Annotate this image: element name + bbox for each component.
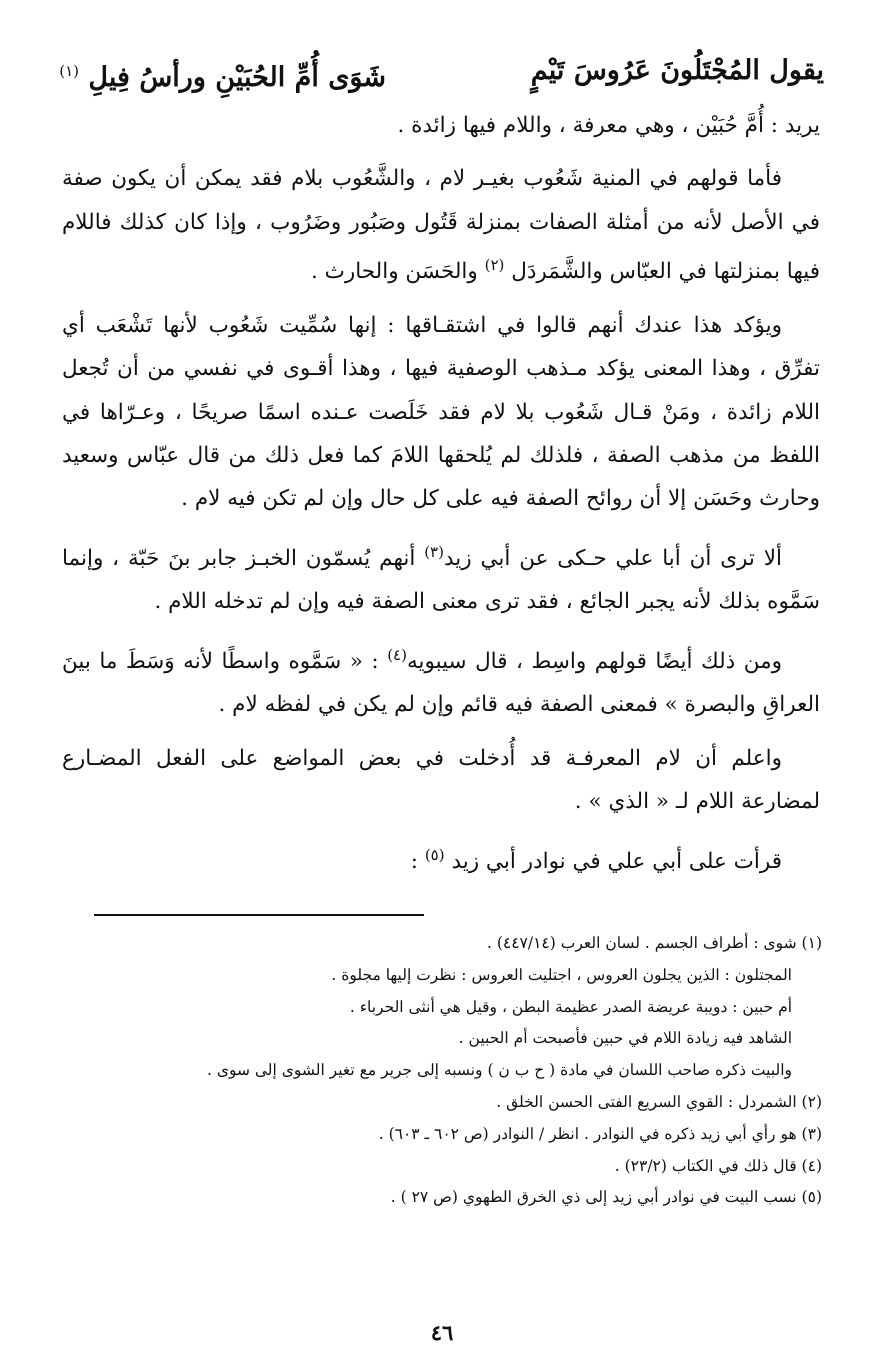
paragraph-4: ألا ترى أن أبا علي حـكى عن أبي زيد$^{(٣)}$ أنهم يُسمّون الخبـز جابر بنَ حَبّة ، وإنما سَمَّوه بذلك لأنه يجبر الجائع ، فقد ترى معنى الصفة فيه وإن لم تدخله اللام . [62, 542, 820, 615]
paragraph-3: ويؤكد هذا عندك أنهم قالوا في اشتقـاقها : إنها سُمِّيت شَعُوب لأنها تَشْعَب أي تفرِّق ، وهذا المعنى يؤكد مـذهب الوصفية فيها ، وهذا أقـوى في نفسي من أن تُجعل اللام زائدة ، ومَنْ قـال شَعُوب بلا لام فقد خَلَصت عـنده اسمًا صريحًا ، وعـرّاها في اللفظ من مذهب الصفة ، فلذلك لم يُلحقها اللامَ كما فعل ذلك من قال عبّاس وسعيد وحارث وحَسَن إلا أن روائح الصفة فيه على كل حال وإن لم تكن فيه لام . [62, 312, 820, 512]
footnote-1-line-2: المجتلون : الذين يجلون العروس ، اجتليت العروس : نظرت إليها مجلوة . [331, 965, 792, 984]
paragraph-5: ومن ذلك أيضًا قولهم واسِط ، قال سيبويه$^{(٤)}$ : « سَمَّوه واسطًا لأنه وَسَطَ ما بينَ العراقِ والبصرة » فمعنى الصفة فيه قائم وإن لم يكن في لفظه لام . [62, 645, 820, 718]
verse-second-hemistich: شَوَى أُمِّ الحُبَيْنِ ورأسُ فِيلِ $^{(١)}$ [59, 62, 386, 93]
paragraph-2: فأما قولهم في المنية شَعُوب بغيـر لام ، والشَّعُوب بلام فقد يمكن أن يكون صفة في الأصل لأنه من أمثلة الصفات بمنزلة قَتُول وصَبُور وضَرُوب ، وإذا كان كذلك فاللام فيها بمنزلتها في العبّاس والشَّمَردَل $^{(٢)}$ والحَسَن والحارث . [62, 166, 820, 285]
paragraph-7: قرأت على أبي علي في نوادر أبي زيد $^{(٥)}$ : [410, 845, 782, 874]
paragraph-1: يريد : أُمَّ حُبَيْن ، وهي معرفة ، واللام فيها زائدة . [397, 113, 820, 138]
footnote-ref-1: (١) [59, 62, 80, 80]
footnote-ref-3: (٣) [424, 542, 444, 561]
footnote-2: (٢) الشمردل : القوي السريع الفتى الحسن الخلق . [496, 1092, 822, 1111]
paragraph-6: واعلم أن لام المعرفـة قد أُدخلت في بعض المواضع على الفعل المضـارع لمضارعة اللام لـ « الذي » . [62, 745, 820, 815]
footnote-4: (٤) قال ذلك في الكتاب (٢٣/٢) . [614, 1156, 822, 1175]
footnote-1-line-4: الشاهد فيه زيادة اللام في حبين فأصبحت أم الحبين . [458, 1029, 792, 1048]
footnote-ref-2: (٢) [484, 256, 505, 275]
page-number: ٤٦ [430, 1320, 454, 1345]
footnote-ref-4: (٤) [387, 645, 407, 664]
main-text [62, 104, 820, 893]
footnotes [68, 928, 822, 1214]
poetry-verse [60, 46, 824, 96]
footnote-ref-5: (٥) [424, 845, 445, 864]
footnote-1: (١) شوى : أطراف الجسم . لسان العرب (٤٤٧/١٤) . [487, 934, 822, 952]
footnote-5: (٥) نسب البيت في نوادر أبي زيد إلى ذي الخرق الطهوي (ص ٢٧ ) . [390, 1188, 822, 1207]
footnote-1-line-3: أم حبين : دويبة عريضة الصدر عظيمة البطن ، وقيل هي أنثى الحرباء . [349, 997, 792, 1016]
footnote-separator [94, 914, 424, 916]
footnote-1-line-5: والبيت ذكره صاحب اللسان في مادة ( ح ب ن ) ونسبه إلى جرير مع تغير الشوى إلى سوى . [206, 1061, 792, 1080]
footnote-3: (٣) هو رأي أبي زيد ذكره في النوادر . انظر / النوادر (ص ٦٠٢ ـ ٦٠٣) . [378, 1124, 822, 1143]
verse-first-hemistich: يقول المُجْتَلُونَ عَرُوسَ تَيْمٍ [530, 55, 824, 86]
